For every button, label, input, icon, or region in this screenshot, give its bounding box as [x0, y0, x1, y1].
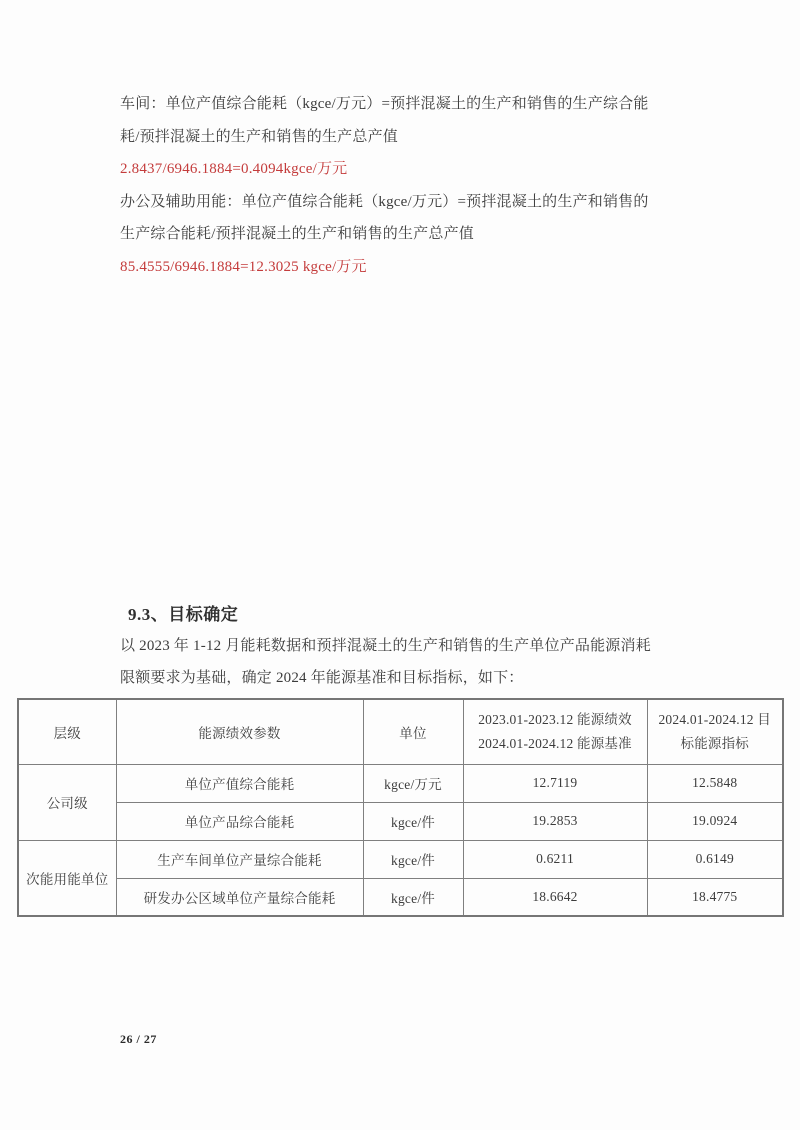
table-row [18, 840, 783, 878]
header-unit: 单位 [363, 699, 463, 764]
cell-target-value: 0.6149 [647, 840, 783, 878]
paragraph-line: 限额要求为基础，确定 2024 年能源基准和目标指标，如下： [120, 670, 524, 686]
table-row [18, 764, 783, 802]
paragraph-line: 以 2023 年 1-12 月能耗数据和预拌混凝土的生产和销售的生产单位产品能源消耗 [120, 638, 651, 654]
office-formula-text: 85.4555/6946.1884=12.3025 kgce/万元 [120, 258, 367, 275]
cell-parameter: 研发办公区域单位产量综合能耗 [116, 878, 363, 916]
paragraph-line: 耗/预拌混凝土的生产和销售的生产总产值 [120, 128, 398, 145]
energy-target-table [17, 698, 784, 917]
table-row [18, 878, 783, 916]
cell-unit: kgce/件 [363, 878, 463, 916]
cell-baseline-value: 18.6642 [463, 878, 647, 916]
cell-baseline-value: 0.6211 [463, 840, 647, 878]
workshop-energy-paragraph [120, 88, 695, 283]
cell-target-value: 19.0924 [647, 802, 783, 840]
paragraph-line: 办公及辅助用能：单位产值综合能耗（kgce/万元）=预拌混凝土的生产和销售的 [120, 193, 649, 210]
cell-level-secondary: 次能用能单位 [18, 840, 116, 916]
header-baseline [463, 699, 647, 764]
cell-level-company: 公司级 [18, 764, 116, 840]
cell-unit: kgce/件 [363, 802, 463, 840]
table-header-row [18, 699, 783, 764]
header-baseline-line1: 2023.01-2023.12 能源绩效 [478, 711, 632, 727]
cell-parameter: 单位产品综合能耗 [116, 802, 363, 840]
paragraph-line: 生产综合能耗/预拌混凝土的生产和销售的生产总产值 [120, 226, 474, 242]
header-target-line1: 2024.01-2024.12 目 [658, 711, 772, 727]
header-level: 层级 [18, 699, 116, 764]
cell-parameter: 生产车间单位产量综合能耗 [116, 840, 363, 878]
cell-target-value: 18.4775 [647, 878, 783, 916]
header-baseline-line2: 2024.01-2024.12 能源基准 [478, 735, 632, 751]
table-row [18, 802, 783, 840]
header-parameter: 能源绩效参数 [116, 699, 363, 764]
cell-baseline-value: 12.7119 [463, 764, 647, 802]
header-target-line2: 标能源指标 [680, 735, 749, 751]
cell-baseline-value: 19.2853 [463, 802, 647, 840]
workshop-formula-text: 2.8437/6946.1884=0.4094kgce/万元 [120, 161, 348, 177]
page-number: 26 / 27 [120, 1032, 157, 1046]
paragraph-line: 车间：单位产值综合能耗（kgce/万元）=预拌混凝土的生产和销售的生产综合能 [120, 96, 649, 112]
cell-target-value: 12.5848 [647, 764, 783, 802]
header-target [647, 699, 783, 764]
section-intro-paragraph [120, 630, 695, 694]
cell-unit: kgce/件 [363, 840, 463, 878]
cell-unit: kgce/万元 [363, 764, 463, 802]
cell-parameter: 单位产值综合能耗 [116, 764, 363, 802]
section-heading: 9.3、目标确定 [128, 605, 239, 624]
